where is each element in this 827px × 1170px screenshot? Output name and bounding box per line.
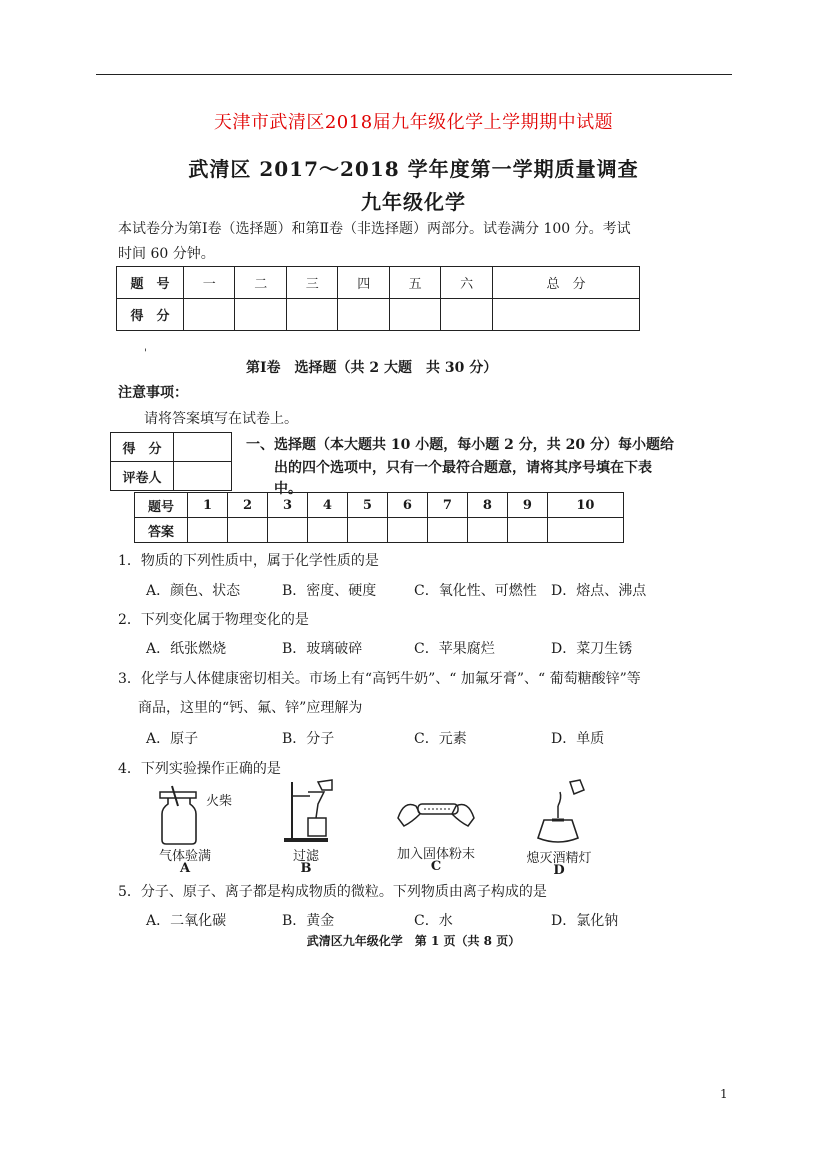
- part1-instructions-3: 中。: [274, 481, 302, 497]
- answer-cell[interactable]: [467, 518, 507, 543]
- answer-number: 10: [547, 493, 623, 518]
- question-1-option-c: C．氧化性、可燃性: [414, 583, 537, 599]
- answer-number: 7: [427, 493, 467, 518]
- exam-subtitle: 九年级化学: [361, 190, 466, 214]
- answer-cell[interactable]: [267, 518, 307, 543]
- question-1-option-a: A．颜色、状态: [146, 583, 241, 599]
- question-5-option-a: A．二氧化碳: [146, 913, 227, 929]
- figure-c-caption: 加入固体粉末: [396, 847, 475, 862]
- question-2-option-c: C．苹果腐烂: [414, 641, 495, 657]
- answer-number: 8: [467, 493, 507, 518]
- score-col: 一: [184, 267, 235, 299]
- score-row-label: 题 号: [117, 267, 184, 299]
- figure-d-letter: D: [553, 863, 565, 878]
- figure-a-letter: A: [179, 861, 191, 876]
- answer-row-label: 题号: [135, 493, 188, 518]
- score-cell[interactable]: [338, 299, 389, 331]
- answer-cell[interactable]: [507, 518, 547, 543]
- figure-a-match-label: 火柴: [206, 794, 233, 809]
- answer-cell[interactable]: [347, 518, 387, 543]
- question-3-option-b: B．分子: [282, 731, 335, 747]
- question-5-option-d: D．氯化钠: [551, 913, 619, 929]
- exam-title: 武清区 2017～2018 学年度第一学期质量调查: [188, 157, 639, 181]
- question-3-stem: 3．化学与人体健康密切相关。市场上有“高钙牛奶”、“ 加氟牙膏”、“ 葡萄糖酸锌”等: [118, 671, 641, 687]
- score-col: 二: [235, 267, 286, 299]
- grader-box: [110, 432, 232, 491]
- figure-b-filtration-icon: [278, 778, 338, 844]
- question-4-stem: 4．下列实验操作正确的是: [118, 761, 281, 777]
- intro-line-1: 本试卷分为第Ⅰ卷（选择题）和第Ⅱ卷（非选择题）两部分。试卷满分 100 分。考试: [118, 221, 631, 237]
- answer-number: 6: [387, 493, 427, 518]
- question-2-option-a: A．纸张燃烧: [146, 641, 227, 657]
- answer-number: 3: [267, 493, 307, 518]
- score-cell[interactable]: [441, 299, 492, 331]
- score-col: 五: [389, 267, 440, 299]
- question-5-option-c: C．水: [414, 913, 453, 929]
- figure-d-caption: 熄灭酒精灯: [526, 851, 592, 866]
- question-1-option-b: B．密度、硬度: [282, 583, 377, 599]
- score-col: 六: [441, 267, 492, 299]
- question-1-option-d: D．熔点、沸点: [551, 583, 647, 599]
- score-cell[interactable]: [492, 299, 639, 331]
- answer-cell[interactable]: [387, 518, 427, 543]
- score-cell[interactable]: [235, 299, 286, 331]
- grader-name-cell[interactable]: [174, 462, 232, 491]
- question-2-stem: 2．下列变化属于物理变化的是: [118, 612, 309, 628]
- section-title: 第Ⅰ卷 选择题（共 2 大题 共 30 分）: [246, 360, 498, 376]
- score-cell[interactable]: [389, 299, 440, 331]
- question-3-option-c: C．元素: [414, 731, 467, 747]
- answer-number: 4: [307, 493, 347, 518]
- figure-c-powder-icon: [394, 792, 478, 834]
- notice-title: 注意事项：: [118, 385, 188, 401]
- question-3-stem-continued: 商品，这里的“钙、氟、锌”应理解为: [138, 700, 363, 716]
- answer-number: 2: [227, 493, 267, 518]
- answer-cell[interactable]: [307, 518, 347, 543]
- score-table: [116, 266, 640, 331]
- answer-row-label: 答案: [135, 518, 188, 543]
- figure-c-letter: C: [430, 859, 442, 874]
- page-footer: 武清区九年级化学 第 1 页（共 8 页）: [306, 934, 521, 948]
- answer-cell[interactable]: [188, 518, 228, 543]
- intro-line-2: 时间 60 分钟。: [118, 246, 215, 262]
- grader-name-label: 评卷人: [111, 462, 174, 491]
- question-1-stem: 1．物质的下列性质中，属于化学性质的是: [118, 553, 379, 569]
- figure-a-caption: 气体验满: [158, 849, 211, 864]
- question-2-option-d: D．菜刀生锈: [551, 641, 633, 657]
- answer-cell[interactable]: [547, 518, 623, 543]
- part1-instructions-2: 出的四个选项中，只有一个最符合题意，请将其序号填在下表: [274, 460, 652, 476]
- figure-b-caption: 过滤: [292, 849, 319, 864]
- figure-b-letter: B: [300, 861, 312, 876]
- score-col: 三: [286, 267, 337, 299]
- question-2-option-b: B．玻璃破碎: [282, 641, 363, 657]
- answer-cell[interactable]: [427, 518, 467, 543]
- notice-text: 请将答案填写在试卷上。: [144, 411, 298, 427]
- score-cell[interactable]: [184, 299, 235, 331]
- question-3-option-d: D．单质: [551, 731, 605, 747]
- stray-mark: ': [144, 348, 147, 359]
- score-col-total: 总 分: [492, 267, 639, 299]
- answer-table: [134, 492, 624, 543]
- document-title: 天津市武清区2018届九年级化学上学期期中试题: [213, 112, 614, 133]
- figure-d-alcohol-lamp-icon: [530, 778, 588, 846]
- top-rule: [96, 74, 732, 75]
- part1-instructions-1: 一、选择题（本大题共 10 小题，每小题 2 分，共 20 分）每小题给: [246, 437, 674, 453]
- question-5-stem: 5．分子、原子、离子都是构成物质的微粒。下列物质由离子构成的是: [118, 884, 547, 900]
- answer-number: 5: [347, 493, 387, 518]
- question-3-option-a: A．原子: [146, 731, 199, 747]
- score-col: 四: [338, 267, 389, 299]
- page-number: 1: [720, 1087, 728, 1101]
- answer-cell[interactable]: [227, 518, 267, 543]
- grader-score-cell[interactable]: [174, 433, 232, 462]
- answer-number: 9: [507, 493, 547, 518]
- question-5-option-b: B．黄金: [282, 913, 335, 929]
- answer-number: 1: [188, 493, 228, 518]
- grader-score-label: 得 分: [111, 433, 174, 462]
- score-row-label: 得 分: [117, 299, 184, 331]
- score-cell[interactable]: [286, 299, 337, 331]
